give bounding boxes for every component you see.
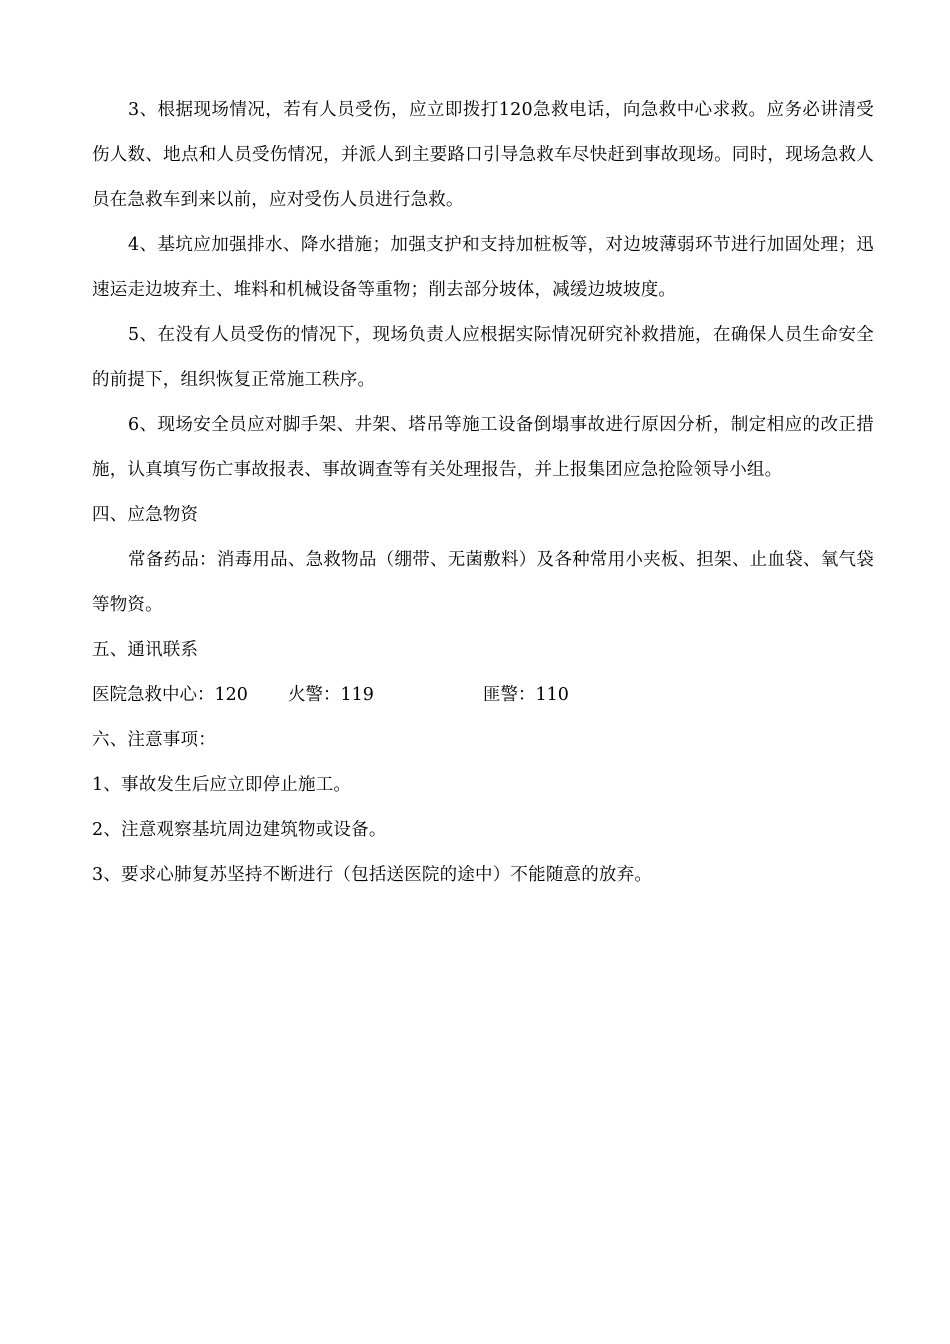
hospital-emergency-number: 医院急救中心：120 (92, 685, 248, 705)
section-heading-emergency-supplies: 四、应急物资 (92, 505, 199, 525)
emergency-supplies-text: 常备药品：消毒用品、急救物品（绷带、无菌敷料）及各种常用小夹板、担架、止血袋、氧气袋等物资。 (92, 550, 874, 615)
paragraph-item-4: 4、基坑应加强排水、降水措施；加强支护和支持加桩板等，对边坡薄弱环节进行加固处理；迅速运走边坡弃土、堆料和机械设备等重物；削去部分坡体，减缓边坡坡度。 (92, 235, 874, 300)
police-alarm-number: 匪警：110 (483, 685, 569, 705)
paragraph-item-6: 6、现场安全员应对脚手架、井架、塔吊等施工设备倒塌事故进行原因分析，制定相应的改正措施，认真填写伤亡事故报表、事故调查等有关处理报告，并上报集团应急抢险领导小组。 (92, 415, 874, 480)
note-item-2: 2、注意观察基坑周边建筑物或设备。 (92, 820, 387, 840)
note-item-1: 1、事故发生后应立即停止施工。 (92, 775, 352, 795)
contact-numbers (92, 673, 874, 718)
fire-alarm-number: 火警：119 (288, 685, 374, 705)
paragraph-item-3: 3、根据现场情况，若有人员受伤，应立即拨打120急救电话，向急救中心求救。应务必讲清受伤人数、地点和人员受伤情况，并派人到主要路口引导急救车尽快赶到事故现场。同时，现场急救人员在急救车到来以前，应对受伤人员进行急救。 (92, 100, 874, 210)
note-item-3: 3、要求心肺复苏坚持不断进行（包括送医院的途中）不能随意的放弃。 (92, 865, 653, 885)
paragraph-item-5: 5、在没有人员受伤的情况下，现场负责人应根据实际情况研究补救措施，在确保人员生命安全的前提下，组织恢复正常施工秩序。 (92, 325, 874, 390)
section-heading-notes: 六、注意事项： (92, 730, 216, 750)
section-heading-contacts: 五、通讯联系 (92, 640, 199, 660)
document-body (92, 88, 874, 898)
